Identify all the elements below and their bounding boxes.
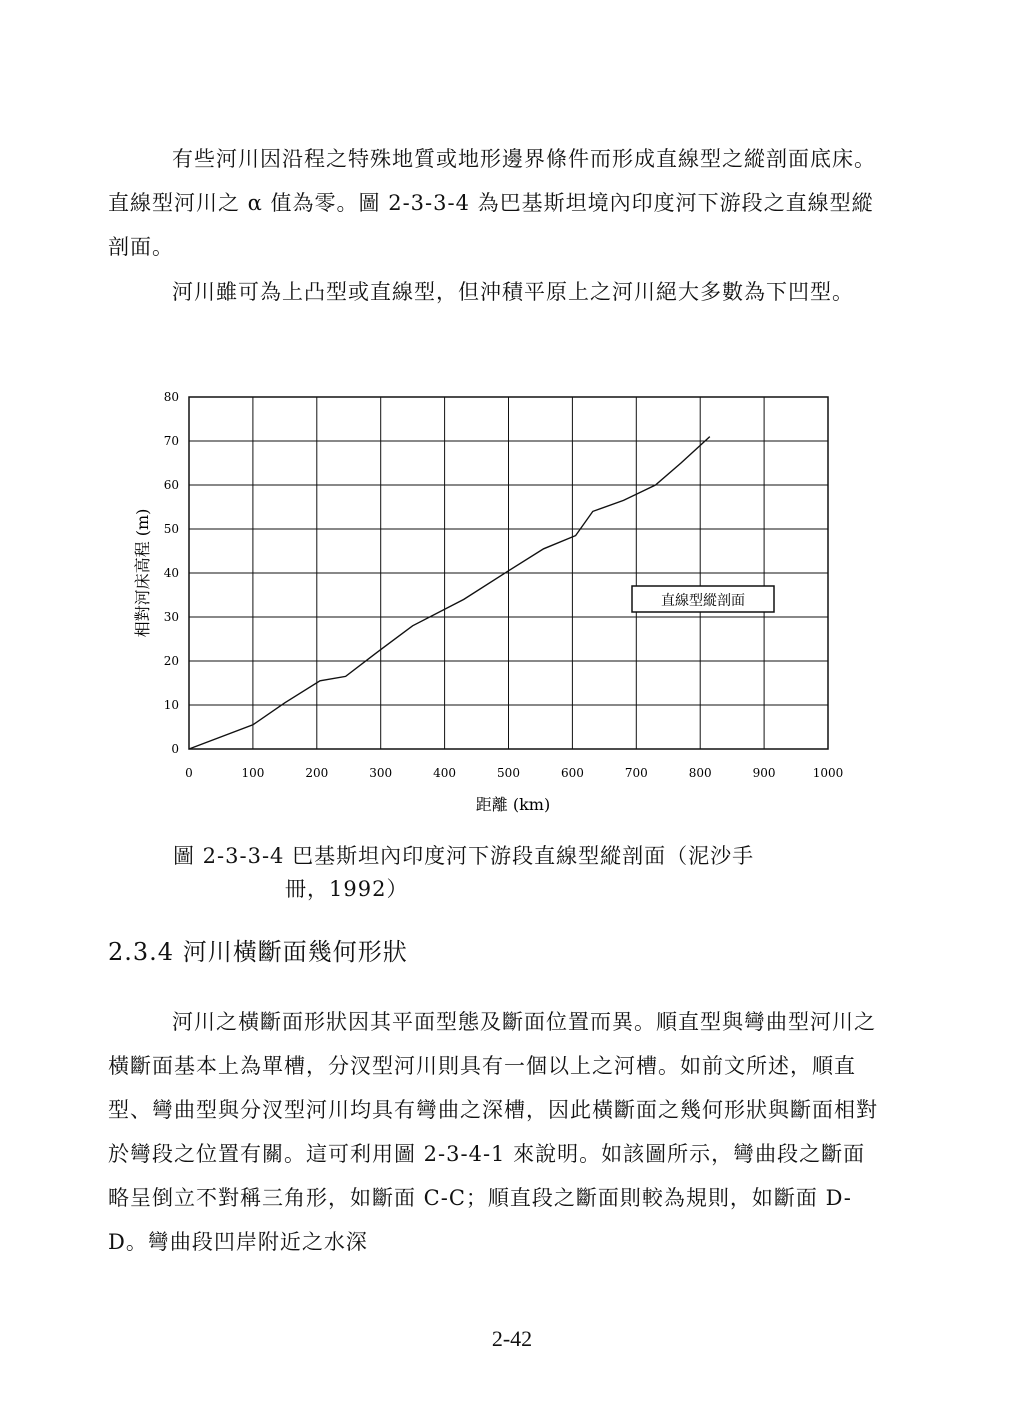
y-tick-label: 50 — [163, 522, 179, 536]
x-tick-label: 600 — [560, 766, 584, 780]
legend-label: 直線型縱剖面 — [661, 593, 745, 609]
x-tick-label: 400 — [433, 766, 457, 780]
y-tick-label: 0 — [171, 742, 179, 756]
x-tick-labels — [185, 766, 843, 780]
page-number: 2-42 — [491, 1326, 533, 1351]
x-tick-label: 500 — [497, 766, 520, 780]
figure-caption-line1: 圖 2-3-3-4 巴基斯坦內印度河下游段直線型縱剖面（泥沙手 — [173, 844, 755, 868]
x-tick-label: 300 — [369, 766, 393, 780]
y-tick-label: 40 — [163, 566, 179, 580]
paragraph-straight-profile: 有些河川因沿程之特殊地質或地形邊界條件而形成直線型之縱剖面底床。直線型河川之 α 值為零。圖 2-3-3-4 為巴基斯坦境內印度河下游段之直線型縱剖面。 — [108, 147, 876, 259]
y-axis-label: 相對河床高程 (m) — [133, 508, 152, 638]
chart-grid — [189, 397, 828, 749]
y-tick-label: 20 — [163, 654, 179, 668]
y-tick-labels — [164, 390, 179, 756]
figure-caption — [173, 840, 853, 906]
paragraph-cross-section: 河川之橫斷面形狀因其平面型態及斷面位置而異。順直型與彎曲型河川之橫斷面基本上為單槽，分汊型河川則具有一個以上之河槽。如前文所述，順直型、彎曲型與分汊型河川均具有彎曲之深槽，因此橫斷面之幾何形狀與斷面相對於彎段之位置有關。這可利用圖 2-3-4-1 來說明。如該圖所示，彎曲段之斷面略呈倒立不對稱三角形，如斷面 C-C；順直段之斷面則較為規則，如斷面 D-D。彎曲段凹岸附近之水深 — [108, 1010, 878, 1254]
y-tick-label: 60 — [163, 478, 179, 492]
x-tick-label: 700 — [624, 766, 648, 780]
profile-chart — [100, 378, 860, 828]
figure-caption-line2: 冊，1992） — [285, 877, 409, 901]
x-tick-label: 0 — [185, 766, 193, 780]
x-tick-label: 900 — [752, 766, 776, 780]
x-tick-label: 100 — [241, 766, 265, 780]
x-axis-label: 距離 (km) — [475, 795, 551, 814]
y-tick-label: 30 — [163, 610, 179, 624]
x-tick-label: 800 — [688, 766, 712, 780]
section-heading: 2.3.4 河川橫斷面幾何形狀 — [108, 938, 408, 966]
y-tick-label: 10 — [163, 698, 179, 712]
x-tick-label: 1000 — [812, 766, 844, 780]
y-tick-label: 70 — [163, 434, 179, 448]
x-tick-label: 200 — [305, 766, 329, 780]
y-tick-label: 80 — [163, 390, 179, 404]
paragraph-concave-profile: 河川雖可為上凸型或直線型，但沖積平原上之河川絕大多數為下凹型。 — [172, 280, 854, 304]
